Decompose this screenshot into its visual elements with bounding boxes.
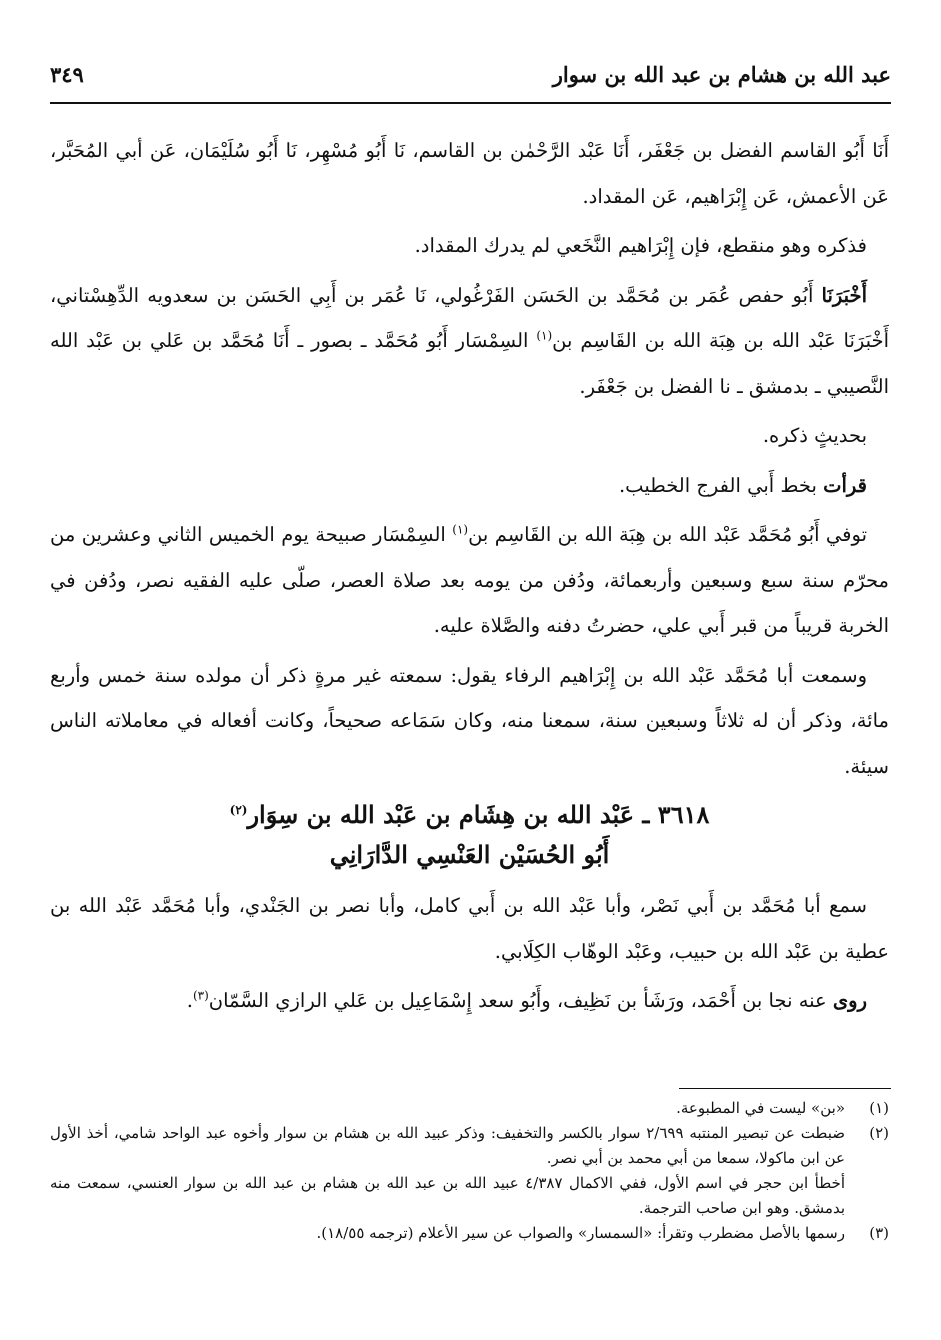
paragraph-qarat [50, 463, 889, 509]
footnote-ref-2[interactable]: (٢) [229, 803, 248, 817]
paragraph-birth: وسمعت أبا مُحَمَّد عَبْد الله بن إِبْرَاهيم الرفاء يقول: سمعته غير مرةٍ ذكر أن مولده سنة خمس وأربع مائة، وذكر أن له ثلاثاً وسبعين سنة، سمعنا منه، وكان سَمَاعه صحيحاً، وكانت أفعاله في معاملاته الناس سيئة. [50, 663, 889, 778]
footnote-ref-3[interactable]: (٣) [192, 988, 209, 1003]
paragraph-isnad-2 [50, 273, 889, 410]
paragraph-students-text: عنه نجا بن أَحْمَد، ورَشَأ بن نَظِيف، وأَبُو سعد إِسْمَاعِيل بن عَلي الرازي السَّمّان [208, 989, 833, 1012]
footnote-text: «بن» ليست في المطبوعة. [676, 1099, 845, 1117]
footnote-ref-1[interactable]: (١) [536, 328, 553, 343]
footnote-number: (٢) [869, 1124, 889, 1142]
lead-word-qarat: قرأت [823, 473, 867, 497]
paragraph-qarat-text: بخط أَبي الفرج الخطيب. [618, 473, 824, 497]
footnote-rule [679, 1088, 891, 1089]
footnote-2-continuation: أخطأ ابن حجر في اسم الأول، ففي الاكمال ٤/٣٨٧ عبيد الله بن عبد الله بن هشام بن عبد الله بن سوار العنسي، سمعت منه بدمشق. وهو ابن صاحب الترجمة. [50, 1174, 845, 1217]
footnote-2 [50, 1121, 889, 1171]
entry-heading-line-2: أَبُو الحُسَيْن العَنْسِي الدَّارَانِي [329, 840, 610, 869]
paragraph-death [50, 512, 889, 649]
paragraph-isnad-1: أَنَا أَبُو القاسم الفضل بن جَعْفَر، أَنَا عَبْد الرَّحْمٰن بن القاسم، نَا أَبُو مُسْهِر، نَا أَبُو سُلَيْمَان، عَن أبي المُحَبَّر، عَن الأعمش، عَن إِبْرَاهيم، عَن المقداد. [50, 139, 889, 208]
entry-heading-name: ٣٦١٨ ـ عَبْد الله بن هِشَام بن عَبْد الله بن سِوَار [247, 800, 710, 829]
lead-word-rawa: روى [832, 989, 867, 1012]
paragraph-comment: فذكره وهو منقطع، فإن إِبْرَاهيم النَّخَعي لم يدرك المقداد. [414, 234, 867, 257]
paragraph-students-end: . [186, 989, 193, 1012]
paragraph-teachers: سمع أبا مُحَمَّد بن أَبي نَصْر، وأبا عَبْد الله بن أَبي كامل، وأبا نصر بن الجَنْدي، وأبا مُحَمَّد عَبْد الله بن عطية بن عَبْد الله بن حبيب، وعَبْد الوهّاب الكِلَابي. [50, 894, 889, 963]
footnotes [50, 1096, 889, 1246]
footnote-1 [50, 1096, 889, 1121]
paragraph-students [50, 978, 889, 1024]
footnote-text: ضبطت عن تبصير المنتبه ٢/٦٩٩ سوار بالكسر والتخفيف: وذكر عبيد الله بن هشام بن سوار وأخوه عبد الواحد شامي، أخذ الأول عن ابن ماكولا، سمعا من أبي محمد بن أبي نصر. [50, 1124, 846, 1167]
paragraph-short: بحديثٍ ذكره. [762, 424, 867, 447]
page-number: ٣٤٩ [50, 62, 84, 87]
footnote-3 [50, 1221, 889, 1246]
footnote-text: رسمها بالأصل مضطرب وتقرأ: «السمسار» والصواب عن سير الأعلام (ترجمه ١٨/٥٥). [316, 1224, 845, 1242]
header-rule [50, 102, 891, 104]
footnote-ref-1b[interactable]: (١) [452, 522, 469, 537]
page-header [50, 62, 891, 87]
footnote-number: (١) [869, 1099, 889, 1117]
entry-heading-line-1 [50, 795, 889, 835]
paragraph-isnad-2-text-b: السِمْسَار أَبُو مُحَمَّد ـ بصور ـ أَنَا مُحَمَّد بن عَلي بن عَبْد الله النَّصيبي ـ بدمشق ـ نا الفضل بن جَعْفَر. [50, 329, 889, 398]
entry-heading [50, 795, 889, 875]
main-text [50, 128, 889, 1028]
lead-word-akhbarana: أَخْبَرَنَا [821, 283, 867, 307]
running-title: عبد الله بن هشام بن عبد الله بن سوار [552, 62, 891, 87]
paragraph-death-text-b: السِمْسَار صبيحة يوم الخميس الثاني وعشرين من محرّم سنة سبع وسبعين وأربعمائة، ودُفن من يومه بعد صلاة العصر، صلّى عليه الفقيه نصر، ودُفن في الخربة قريباً من قبر أَبي علي، حضرتُ دفنه والصَّلاة عليه. [50, 523, 889, 637]
footnote-number: (٣) [869, 1224, 889, 1242]
paragraph-death-text-a: توفي أَبُو مُحَمَّد عَبْد الله بن هِبَة الله بن القَاسِم بن [468, 523, 867, 546]
paragraph-isnad-2-text-a: أَبُو حفص عُمَر بن مُحَمَّد بن الحَسَن الفَرْغُولي، نَا عُمَر بن أَبِي الحَسَن بن سعدويه الدِّهِسْتاني، أَخْبَرَنَا عَبْد الله بن هِبَة الله بن القَاسِم بن [50, 283, 889, 352]
